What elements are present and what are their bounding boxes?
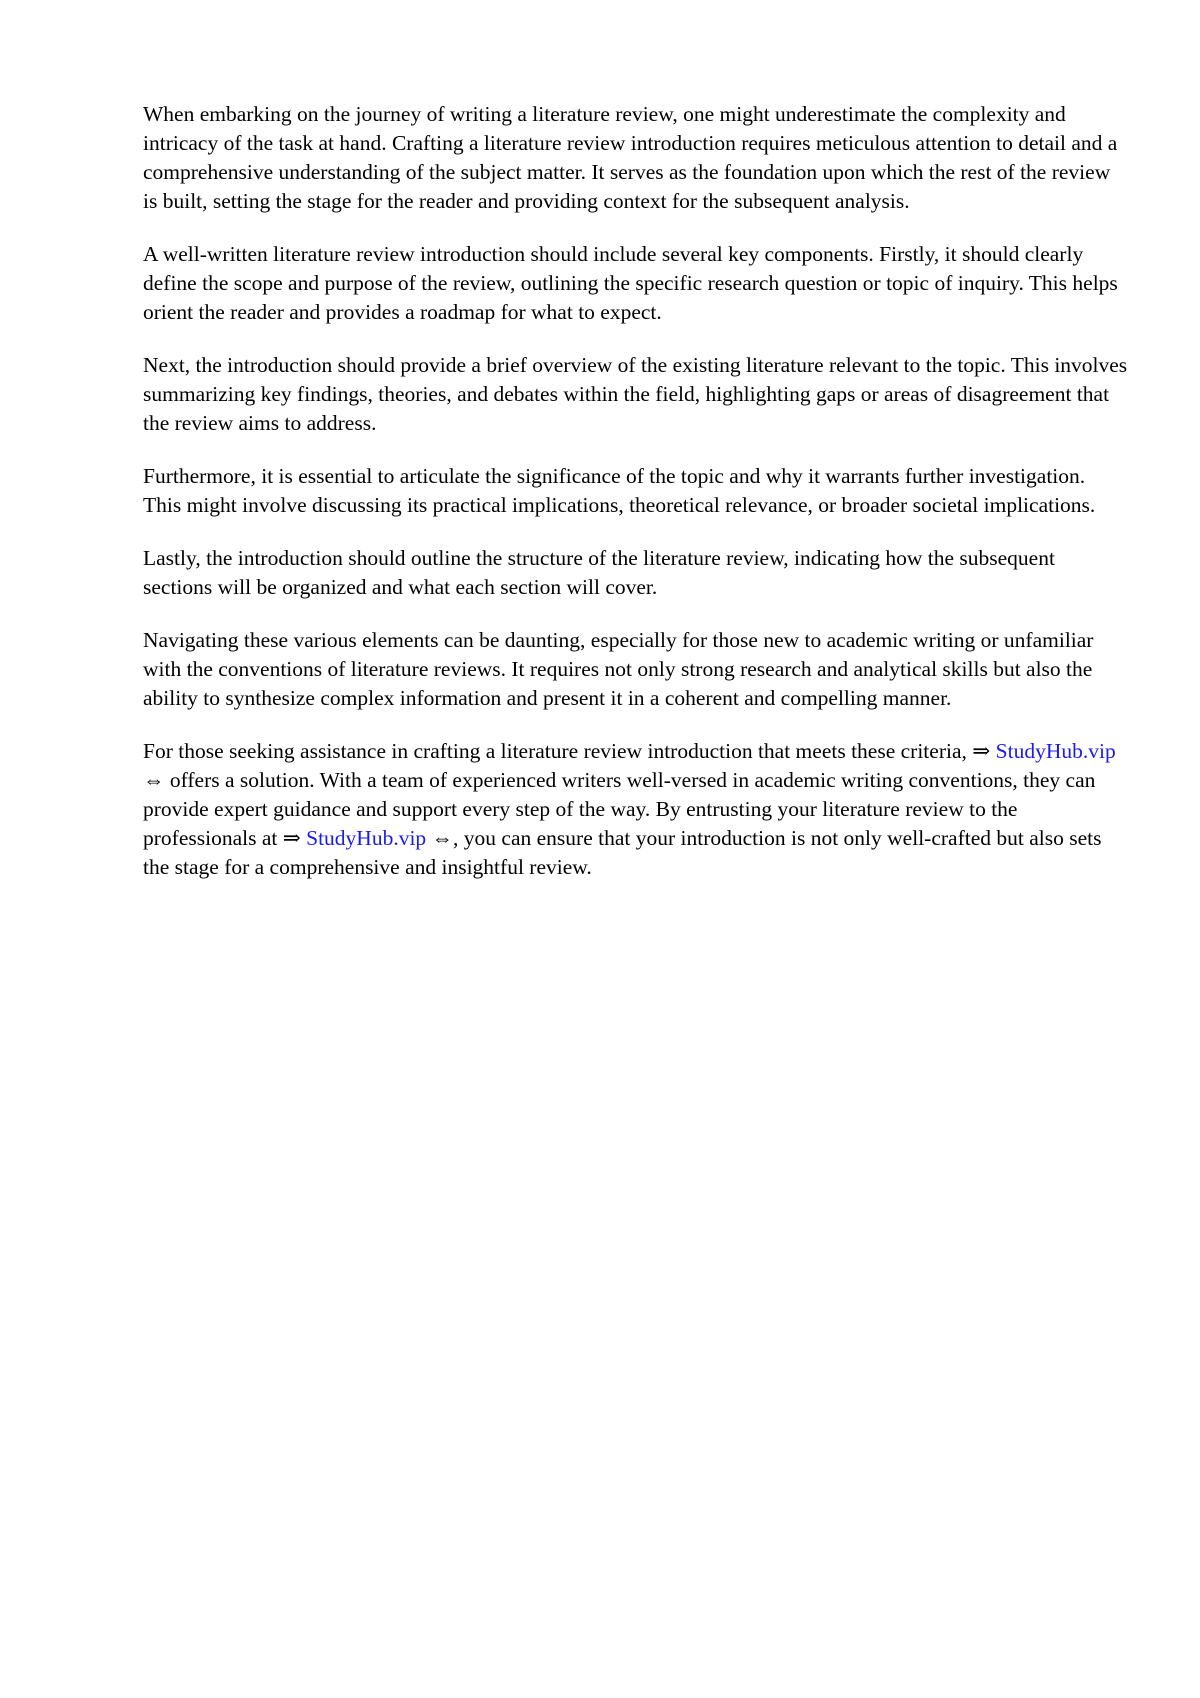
paragraph-structure: Lastly, the introduction should outline the structure of the literature review, indicating how the subsequent sections will be organized and what each section will cover.	[143, 546, 1055, 599]
paragraph-key-components: A well-written literature review introduction should include several key components. Firstly, it should clearly define the scope and purpose of the review, outlining the specific research question or topic of inquiry. This helps orient the reader and provides a roadmap for what to expect.	[143, 242, 1118, 324]
studyhub-link-1[interactable]: StudyHub.vip	[995, 739, 1116, 763]
paragraph-overview: Next, the introduction should provide a brief overview of the existing literature relevant to the topic. This involves summarizing key findings, theories, and debates within the field, highlighting gaps or areas of disagreement that the review aims to address.	[143, 353, 1128, 435]
paragraph-significance: Furthermore, it is essential to articulate the significance of the topic and why it warrants further investigation. This might involve discussing its practical implications, theoretical relevance, or broader societal implications.	[143, 464, 1096, 517]
studyhub-link-2[interactable]: StudyHub.vip	[306, 826, 427, 850]
paragraph-assistance	[143, 737, 1128, 882]
assistance-text-2: ⇔ offers a solution. With a team of experienced writers well-versed in academic writing conventions, they can provide expert guidance and support every step of the way. By entrusting your literature review to the professionals at ⇒	[143, 768, 1096, 850]
paragraph-intro: When embarking on the journey of writing a literature review, one might underestimate the complexity and intricacy of the task at hand. Crafting a literature review introduction requires meticulous attention to detail and a comprehensive understanding of the subject matter. It serves as the foundation upon which the rest of the review is built, setting the stage for the reader and providing context for the subsequent analysis.	[143, 102, 1118, 213]
assistance-text-3: ⇔, you can ensure that your introduction is not only well-crafted but also sets the stage for a comprehensive and insightful review.	[143, 826, 1102, 879]
assistance-text-1: For those seeking assistance in crafting a literature review introduction that meets these criteria, ⇒	[143, 739, 996, 763]
document-body	[143, 100, 1128, 906]
paragraph-challenges: Navigating these various elements can be daunting, especially for those new to academic writing or unfamiliar with the conventions of literature reviews. It requires not only strong research and analytical skills but also the ability to synthesize complex information and present it in a coherent and compelling manner.	[143, 628, 1094, 710]
